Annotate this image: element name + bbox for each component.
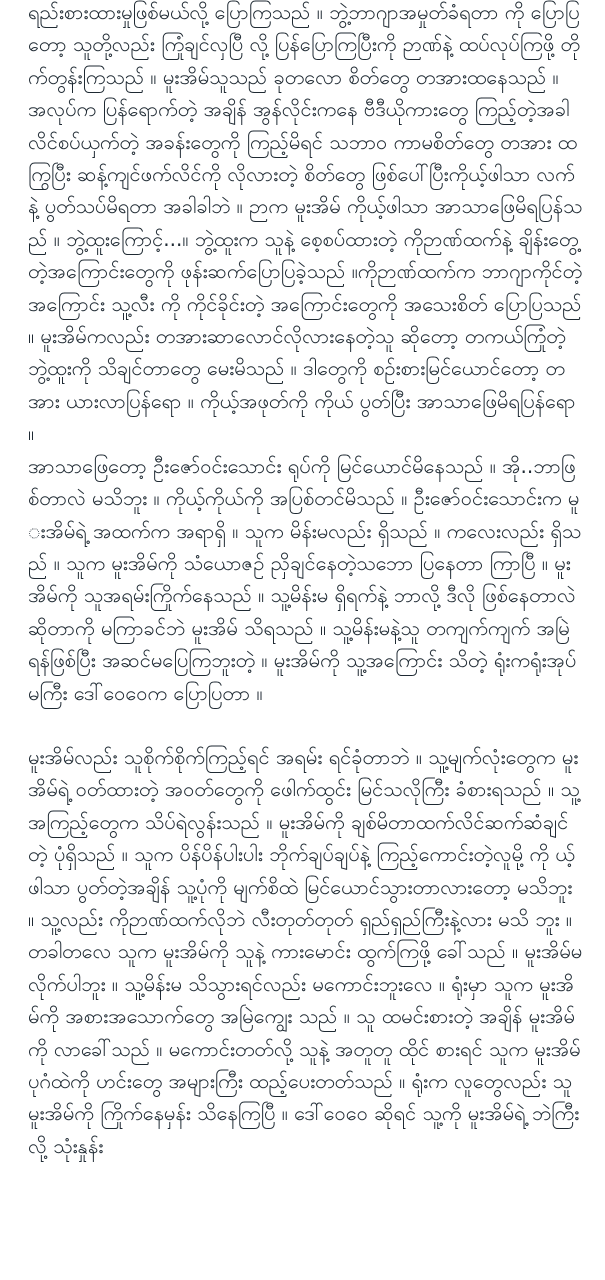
paragraph-1: ရည်းစားထားမှုဖြစ်မယ်လို့ ပြောကြသည် ။ ဘွဲ့ဘာဂျာအမှုတ်ခံရတာ ကို ပြောပြတော့ သူတို့လည်း ကြုံချင်လှပြီ လို့ ပြန်ပြောကြပြီးကို ဉာဏ်နဲ့ ထပ်လုပ်ကြဖို့ တိုက်တွန်းကြသည် ။ မူးအိမ်သူသည် ခုတလော စိတ်တွေ တအားထနေသည် ။ အလုပ်က ပြန်ရောက်တဲ့ အချိန် အွန်လိုင်းကနေ ဗီဒီယိုကားတွေ ကြည့်တဲ့အခါ လိင်စပ်ယှက်တဲ့ အခန်းတွေကို ကြည့်မိရင် သဘာဝ ကာမစိတ်တွေ တအား ထကြွပြီး ဆန့်ကျင်ဖက်လိင်ကို လိုလားတဲ့ စိတ်တွေ ဖြစ်ပေါ်ပြီးကိုယ့်ဖါသာ လက်နဲ့ ပွတ်သပ်မိရတာ အခါခါဘဲ ။ ဉာက မူးအိမ် ကိုယ့်ဖါသာ အာသာဖြေမိရပြန်သည် ။ ဘွဲ့ထူးကြောင့်...။ ဘွဲ့ထူးက သူနဲ့ စေ့စပ်ထားတဲ့ ကိုဉာဏ်ထက်နဲ့ ချိန်းတွေ့တဲ့အကြောင်းတွေကို ဖုန်းဆက်ပြောပြခဲ့သည် ။ကိုဉာဏ်ထက်က ဘာဂျာကိုင်တဲ့အကြောင်း သူ့လီး ကို ကိုင်ခိုင်းတဲ့ အကြောင်းတွေကို အသေးစိတ် ပြောပြသည် ။ မူးအိမ်ကလည်း တအားဆာလောင်လိုလားနေတဲ့သူ ဆိုတော့ တကယ်ကြုံတဲ့ ဘွဲ့ထူးကို သိချင်တာတွေ မေးမိသည် ။ ဒါတွေကို စဉ်းစားမြင်ယောင်တော့ တအား ယားလာပြန်ရော ။ ကိုယ့်အဖုတ်ကို ကိုယ် ပွတ်ပြီး အာသာဖြေမိရပြန်ရော ။: [28, 0, 583, 446]
article-body: [28, 0, 583, 1162]
paragraph-spacer: [28, 709, 583, 741]
paragraph-3: မူးအိမ်လည်း သူစိုက်စိုက်ကြည့်ရင် အရမ်း ရင်ခုံတာဘဲ ။ သူ့မျက်လုံးတွေက မူးအိမ်ရဲ့ ဝတ်ထားတဲ့ အဝတ်တွေကို ဖေါက်ထွင်း မြင်သလိုကြီး ခံစားရသည် ။ သူ့အကြည့်တွေက သိပ်ရဲလွန်းသည် ။ မူးအိမ်ကို ချစ်မိတာထက်လိင်ဆက်ဆံချင်တဲ့ ပုံရှိသည် ။ သူက ပိန်ပိန်ပါးပါး ဘိုက်ချပ်ချပ်နဲ့ ကြည့်ကောင်းတဲ့လူမို့ ကို ယ့်ဖါသာ ပွတ်တဲ့အချိန် သူ့ပုံကို မျက်စိထဲ မြင်ယောင်သွားတာလားတော့ မသိဘူး ။ သူ့လည်း ကိုဉာဏ်ထက်လိုဘဲ လီးတုတ်တုတ် ရှည်ရှည်ကြီးနဲ့လား မသိ ဘူး ။ တခါတလေ သူက မူးအိမ်ကို သူနဲ့ ကားမောင်း ထွက်ကြဖို့ ခေါ်သည် ။ မူးအိမ်မလိုက်ပါဘူး ။ သူ့မိန်းမ သိသွားရင်လည်း မကောင်းဘူးလေ ။ ရုံးမှာ သူက မူးအိမ်ကို အစားအသောက်တွေ အမြဲကျွေး သည် ။ သူ ထမင်းစားတဲ့ အချိန် မူးအိမ်ကို လာခေါ်သည် ။ မကောင်းတတ်လို့ သူနဲ့ အတူတူ ထိုင် စားရင် သူက မူးအိမ် ပုဂံထဲကို ဟင်းတွေ အများကြီး ထည့်ပေးတတ်သည် ။ ရုံးက လူတွေလည်း သူ မူးအိမ်ကို ကြိုက်နေမှန်း သိနေကြပြီ ။ ဒေါ်ဝေဝေ ဆိုရင် သူ့ကို မူးအိမ်ရဲ့ ဘဲကြီး လို့ သုံးနှုန်း: [28, 744, 583, 1158]
paragraph-2: အာသာဖြေတော့ ဦးဇော်ဝင်းသောင်း ရုပ်ကို မြင်ယောင်မိနေသည် ။ အို..ဘာဖြစ်တာလဲ မသိဘူး ။ ကိုယ့်ကိုယ်ကို အပြစ်တင်မိသည် ။ ဦးဇော်ဝင်းသောင်းက မူးအိမ်ရဲ့ အထက်က အရာရှိ ။ သူက မိန်းမလည်း ရှိသည် ။ ကလေးလည်း ရှိသည် ။ သူက မူးအိမ်ကို သံယောဇဉ် ညှိချင်နေတဲ့သဘော ပြနေတာ ကြာပြီ ။ မူးအိမ်ကို သူအရမ်းကြိုက်နေသည် ။ သူ့မိန်းမ ရှိရက်နဲ့ ဘာလို့ ဒီလို ဖြစ်နေတာလဲ ဆိုတာကို မကြာခင်ဘဲ မူးအိမ် သိရသည် ။ သူ့မိန်းမနဲ့သူ တကျက်ကျက် အမြဲ ရန်ဖြစ်ပြီး အဆင်မပြေကြဘူးတဲ့ ။ မူးအိမ်ကို သူ့အကြောင်း သိတဲ့ ရုံးကရုံးအုပ်မကြီး ဒေါ်ဝေဝေက ပြောပြတာ ။: [28, 453, 582, 705]
